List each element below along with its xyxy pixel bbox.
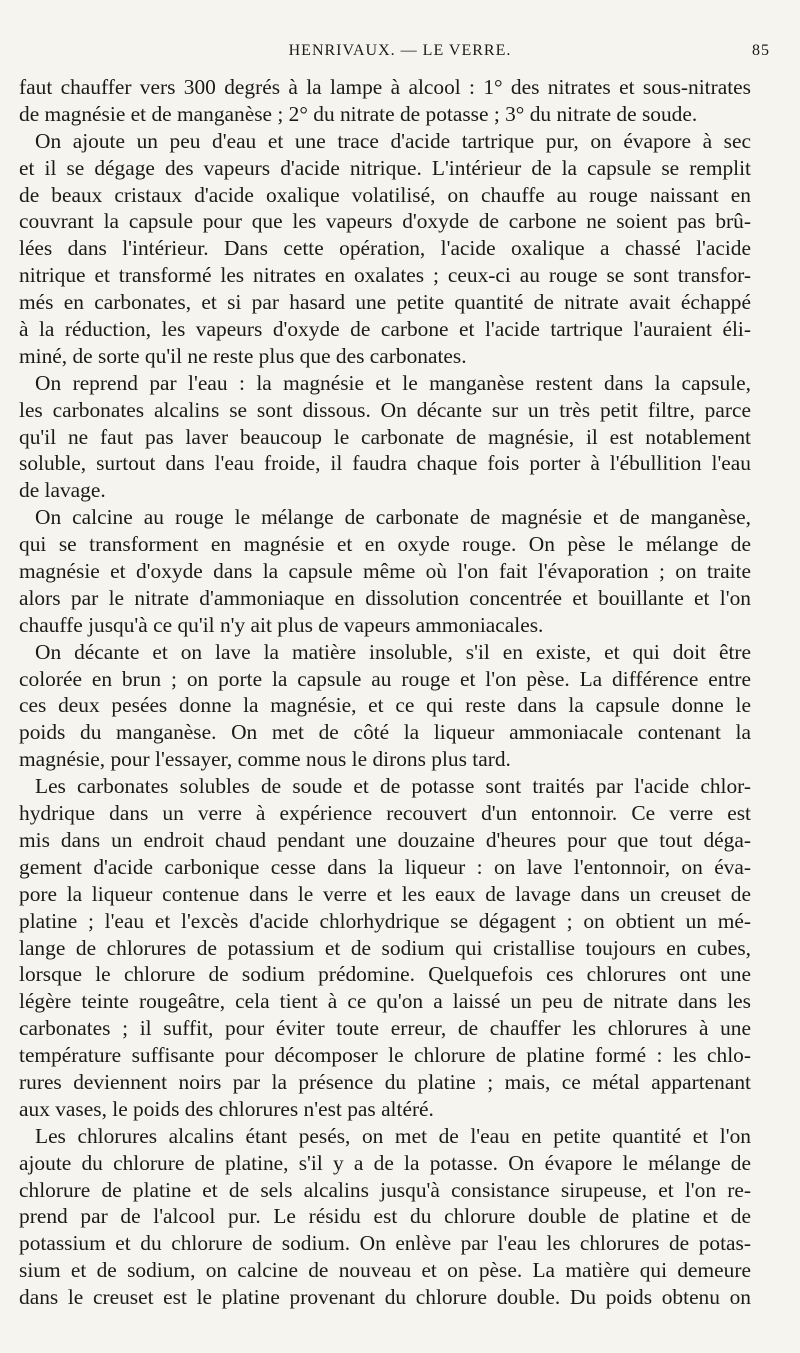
text-line: lange de chlorures de potassium et de sodium qui cristallise toujours en cubes, — [19, 935, 751, 960]
text-line: Les carbonates solubles de soude et de potasse sont traités par l'acide chlor- — [35, 774, 751, 799]
text-line: qu'il ne faut pas laver beaucoup le carbonate de magnésie, il est notablement — [19, 424, 751, 449]
text-line: de beaux cristaux d'acide oxalique volatilisé, on chauffe au rouge naissant en — [19, 182, 751, 207]
text-line: ajoute du chlorure de platine, s'il y a de la potasse. On évapore le mélange de — [19, 1150, 751, 1175]
text-line: alors par le nitrate d'ammoniaque en dissolution concentrée et bouillante et l'on — [19, 585, 751, 610]
text-line: et il se dégage des vapeurs d'acide nitrique. L'intérieur de la capsule se remplit — [19, 155, 751, 180]
text-line: magnésie et d'oxyde dans la capsule même où l'on fait l'évaporation ; on traite — [19, 559, 751, 584]
text-line: soluble, surtout dans l'eau froide, il faudra chaque fois porter à l'ébullition l'eau — [19, 451, 751, 476]
text-line: chlorure de platine et de sels alcalins jusqu'à consistance sirupeuse, et l'on re- — [19, 1177, 751, 1202]
body-text — [19, 74, 751, 1311]
text-line: faut chauffer vers 300 degrés à la lampe à alcool : 1° des nitrates et sous-nitrates — [19, 75, 751, 99]
text-line: gement d'acide carbonique cesse dans la liqueur : on lave l'entonnoir, on éva- — [19, 854, 751, 879]
text-line: rures deviennent noirs par la présence du platine ; mais, ce métal appartenant — [19, 1069, 751, 1094]
text-line: magnésie, pour l'essayer, comme nous le dirons plus tard. — [19, 747, 511, 772]
text-line: nitrique et transformé les nitrates en oxalates ; ceux-ci au rouge se sont transfor- — [19, 263, 751, 288]
running-title: HENRIVAUX. — LE VERRE. — [288, 42, 512, 59]
text-line: potassium et du chlorure de sodium. On enlève par l'eau les chlorures de potas- — [19, 1231, 751, 1256]
text-line: més en carbonates, et si par hasard une petite quantité de nitrate avait échappé — [19, 290, 751, 315]
text-line: aux vases, le poids des chlorures n'est pas altéré. — [19, 1096, 434, 1121]
text-line: de lavage. — [19, 478, 106, 503]
text-line: On reprend par l'eau : la magnésie et le manganèse restent dans la capsule, — [35, 370, 751, 395]
text-line: de magnésie et de manganèse ; 2° du nitrate de potasse ; 3° du nitrate de soude. — [19, 101, 698, 126]
text-line: Les chlorures alcalins étant pesés, on met de l'eau en petite quantité et l'on — [35, 1123, 751, 1148]
text-line: platine ; l'eau et l'excès d'acide chlorhydrique se dégagent ; on obtient un mé- — [19, 908, 751, 933]
text-line: miné, de sorte qu'il ne reste plus que des carbonates. — [19, 343, 467, 368]
text-line: colorée en brun ; on porte la capsule au rouge et l'on pèse. La différence entre — [19, 666, 751, 691]
text-line: chauffe jusqu'à ce qu'il n'y ait plus de vapeurs ammoniacales. — [19, 612, 544, 637]
text-line: à la réduction, les vapeurs d'oxyde de carbone et l'acide tartrique l'auraient éli- — [19, 317, 751, 342]
text-line: couvrant la capsule pour que les vapeurs d'oxyde de carbone ne soient pas brû- — [19, 209, 751, 234]
text-line: prend par de l'alcool pur. Le résidu est du chlorure double de platine et de — [19, 1204, 751, 1229]
text-line: On calcine au rouge le mélange de carbonate de magnésie et de manganèse, — [35, 505, 751, 530]
running-head — [0, 42, 800, 64]
text-line: hydrique dans un verre à expérience recouvert d'un entonnoir. Ce verre est — [19, 801, 751, 826]
text-line: poids du manganèse. On met de côté la liqueur ammoniacale contenant la — [19, 720, 751, 745]
text-line: lorsque le chlorure de sodium prédomine. Quelquefois ces chlorures ont une — [19, 962, 751, 987]
text-line: sium et de sodium, on calcine de nouveau et on pèse. La matière qui demeure — [19, 1258, 751, 1283]
text-line: carbonates ; il suffit, pour éviter toute erreur, de chauffer les chlorures à une — [19, 1016, 751, 1041]
text-line: On décante et on lave la matière insoluble, s'il en existe, et qui doit être — [35, 639, 751, 664]
text-line: légère teinte rougeâtre, cela tient à ce qu'on a laissé un peu de nitrate dans les — [19, 989, 751, 1014]
text-line: lées dans l'intérieur. Dans cette opération, l'acide oxalique a chassé l'acide — [19, 236, 751, 261]
text-line: pore la liqueur contenue dans le verre et les eaux de lavage dans un creuset de — [19, 881, 751, 906]
text-line: On ajoute un peu d'eau et une trace d'acide tartrique pur, on évapore à sec — [35, 128, 751, 153]
text-line: qui se transforment en magnésie et en oxyde rouge. On pèse le mélange de — [19, 532, 751, 557]
text-line: mis dans un endroit chaud pendant une douzaine d'heures pour que tout déga- — [19, 827, 751, 852]
page-number: 85 — [752, 42, 770, 59]
text-line: dans le creuset est le platine provenant du chlorure double. Du poids obtenu on — [19, 1285, 751, 1310]
text-line: les carbonates alcalins se sont dissous. On décante sur un très petit filtre, parce — [19, 397, 751, 422]
text-line: température suffisante pour décomposer le chlorure de platine formé : les chlo- — [19, 1043, 751, 1068]
text-line: ces deux pesées donne la magnésie, et ce qui reste dans la capsule donne le — [19, 693, 751, 718]
